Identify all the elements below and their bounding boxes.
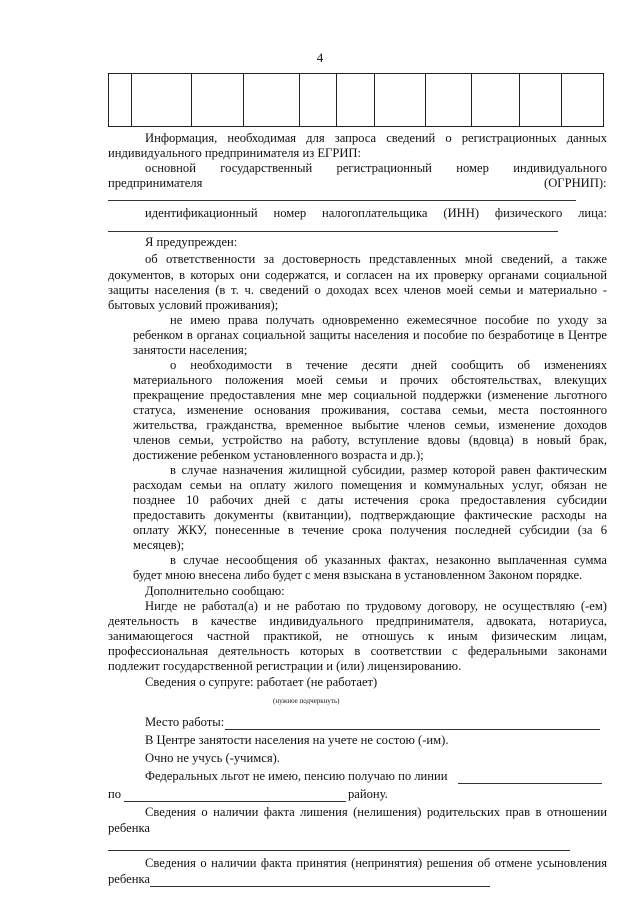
text-line: ребенка (108, 821, 150, 835)
text-line: не имею права получать одновременно ежемесячное пособие по уходу за (170, 313, 607, 327)
page-number: 4 (316, 50, 324, 65)
grid-cell (375, 74, 426, 127)
underline-hint: (нужное подчеркнуть) (273, 697, 340, 705)
text-line: Сведения о наличии факта лишения (нелишения) родительских прав в отношении (145, 805, 607, 819)
text-line: профессиональная деятельность которых в соответствии с федеральными законами (108, 644, 607, 658)
grid-cell (562, 74, 604, 127)
text-line: ребенком в органах социальной защиты населения и пособие по безработице в Центре (133, 328, 607, 342)
grid-cell (109, 74, 132, 127)
text-line: Очно не учусь (-учимся). (145, 751, 280, 765)
text-line: (ОГРНИП): (544, 176, 607, 190)
ogrnip-input-line[interactable] (108, 200, 576, 201)
adoption-input-line[interactable] (150, 886, 490, 887)
text-line: в случае несообщения об указанных фактах, незаконно выплаченная сумма (170, 553, 607, 567)
text-line: по (108, 787, 122, 801)
text-line: прекращение предоставления мне мер социальной поддержки (изменение льготного (133, 388, 607, 402)
text-line: району. (348, 787, 388, 801)
text-line: о необходимости в течение десяти дней сообщить об изменениях (170, 358, 607, 372)
text-line: месяцев); (133, 538, 185, 552)
grid-cell (244, 74, 300, 127)
parental-rights-input-line[interactable] (108, 850, 570, 851)
text-line: членов семьи, устройство на работу, вступление вдовы (вдовца) в новый брак, (133, 433, 607, 447)
text-line: будет мною внесена либо будет с меня взыскана в установленном Законом порядке. (133, 568, 583, 582)
grid-cell (472, 74, 520, 127)
text-line: Информация, необходимая для запроса сведений о регистрационных данных (145, 131, 607, 145)
grid-cell (337, 74, 375, 127)
grid-cell (300, 74, 337, 127)
pension-input-line[interactable] (458, 783, 602, 784)
text-line: Сведения о наличии факта принятия (непринятия) решения об отмене усыновления (145, 856, 607, 870)
text-line: подлежит государственной регистрации и (или) лицензированию. (108, 659, 462, 673)
text-line: позднее 10 рабочих дней с даты истечения срока предоставления субсидии (133, 493, 607, 507)
inn-input-line[interactable] (108, 231, 558, 232)
text-line: Нигде не работал(а) и не работаю по трудовому договору, не осуществляю (-ем) (145, 599, 607, 613)
text-line: В Центре занятости населения на учете не состою (-им). (145, 733, 449, 747)
district-input-line[interactable] (124, 801, 346, 802)
text-line: Дополнительно сообщаю: (145, 584, 285, 598)
text-line: в случае назначения жилищной субсидии, размер которой равен фактическим (170, 463, 607, 477)
text-line: занимающегося частной практикой, не отношусь к иным физическим лицам, (108, 629, 607, 643)
grid-cell (426, 74, 472, 127)
text-line: материального положения моей семьи и прочих обстоятельствах, влекущих (133, 373, 607, 387)
text-line: занятости населения; (133, 343, 248, 357)
text-line: об ответственности за достоверность представленных мной сведений, а также (145, 252, 607, 266)
text-line: достижение ребенком установленного возраста и др.); (133, 448, 424, 462)
text-line: бытовых условий проживания); (108, 298, 279, 312)
text-line: Я предупрежден: (145, 235, 238, 249)
grid-cell (132, 74, 192, 127)
text-line: жительства, гражданства, временное выбытие членов семьи, изменение доходов (133, 418, 607, 432)
text-line: основной государственный регистрационный номер индивидуального (145, 161, 607, 175)
text-line: защиты населения (в т. ч. сведений о доходах всех членов моей семьи и материально - (108, 283, 607, 297)
text-line: индивидуального предпринимателя из ЕГРИП: (108, 146, 362, 160)
workplace-label: Место работы: (145, 715, 225, 729)
spouse-status-text: Сведения о супруге: работает (не работает) (145, 675, 378, 689)
pension-label: Федеральных льгот не имею, пенсию получаю по линии (145, 769, 448, 783)
text-line: документов, в которых они содержатся, и согласен на их проверку органами социальной (108, 268, 607, 282)
text-line: расходам семьи на оплату жилого помещения и коммунальных услуг, обязан не (133, 478, 607, 492)
grid-cell (192, 74, 244, 127)
text-line: оплату ЖКУ, понесенные в течение срока получения последней субсидии (за 6 (133, 523, 607, 537)
text-line: предоставить документы (квитанции), подтверждающие фактические расходы на (133, 508, 607, 522)
data-grid-table (108, 73, 604, 127)
text-line: ребенка (108, 872, 150, 886)
text-line: идентификационный номер налогоплательщика (ИНН) физического лица: (145, 206, 607, 220)
workplace-input-line[interactable] (225, 729, 600, 730)
text-line: статуса, изменение основания проживания, состава семьи, места постоянного (133, 403, 607, 417)
text-line: деятельность в качестве индивидуального предпринимателя, адвоката, нотариуса, (108, 614, 607, 628)
text-line: предпринимателя (108, 176, 203, 190)
grid-cell (520, 74, 562, 127)
